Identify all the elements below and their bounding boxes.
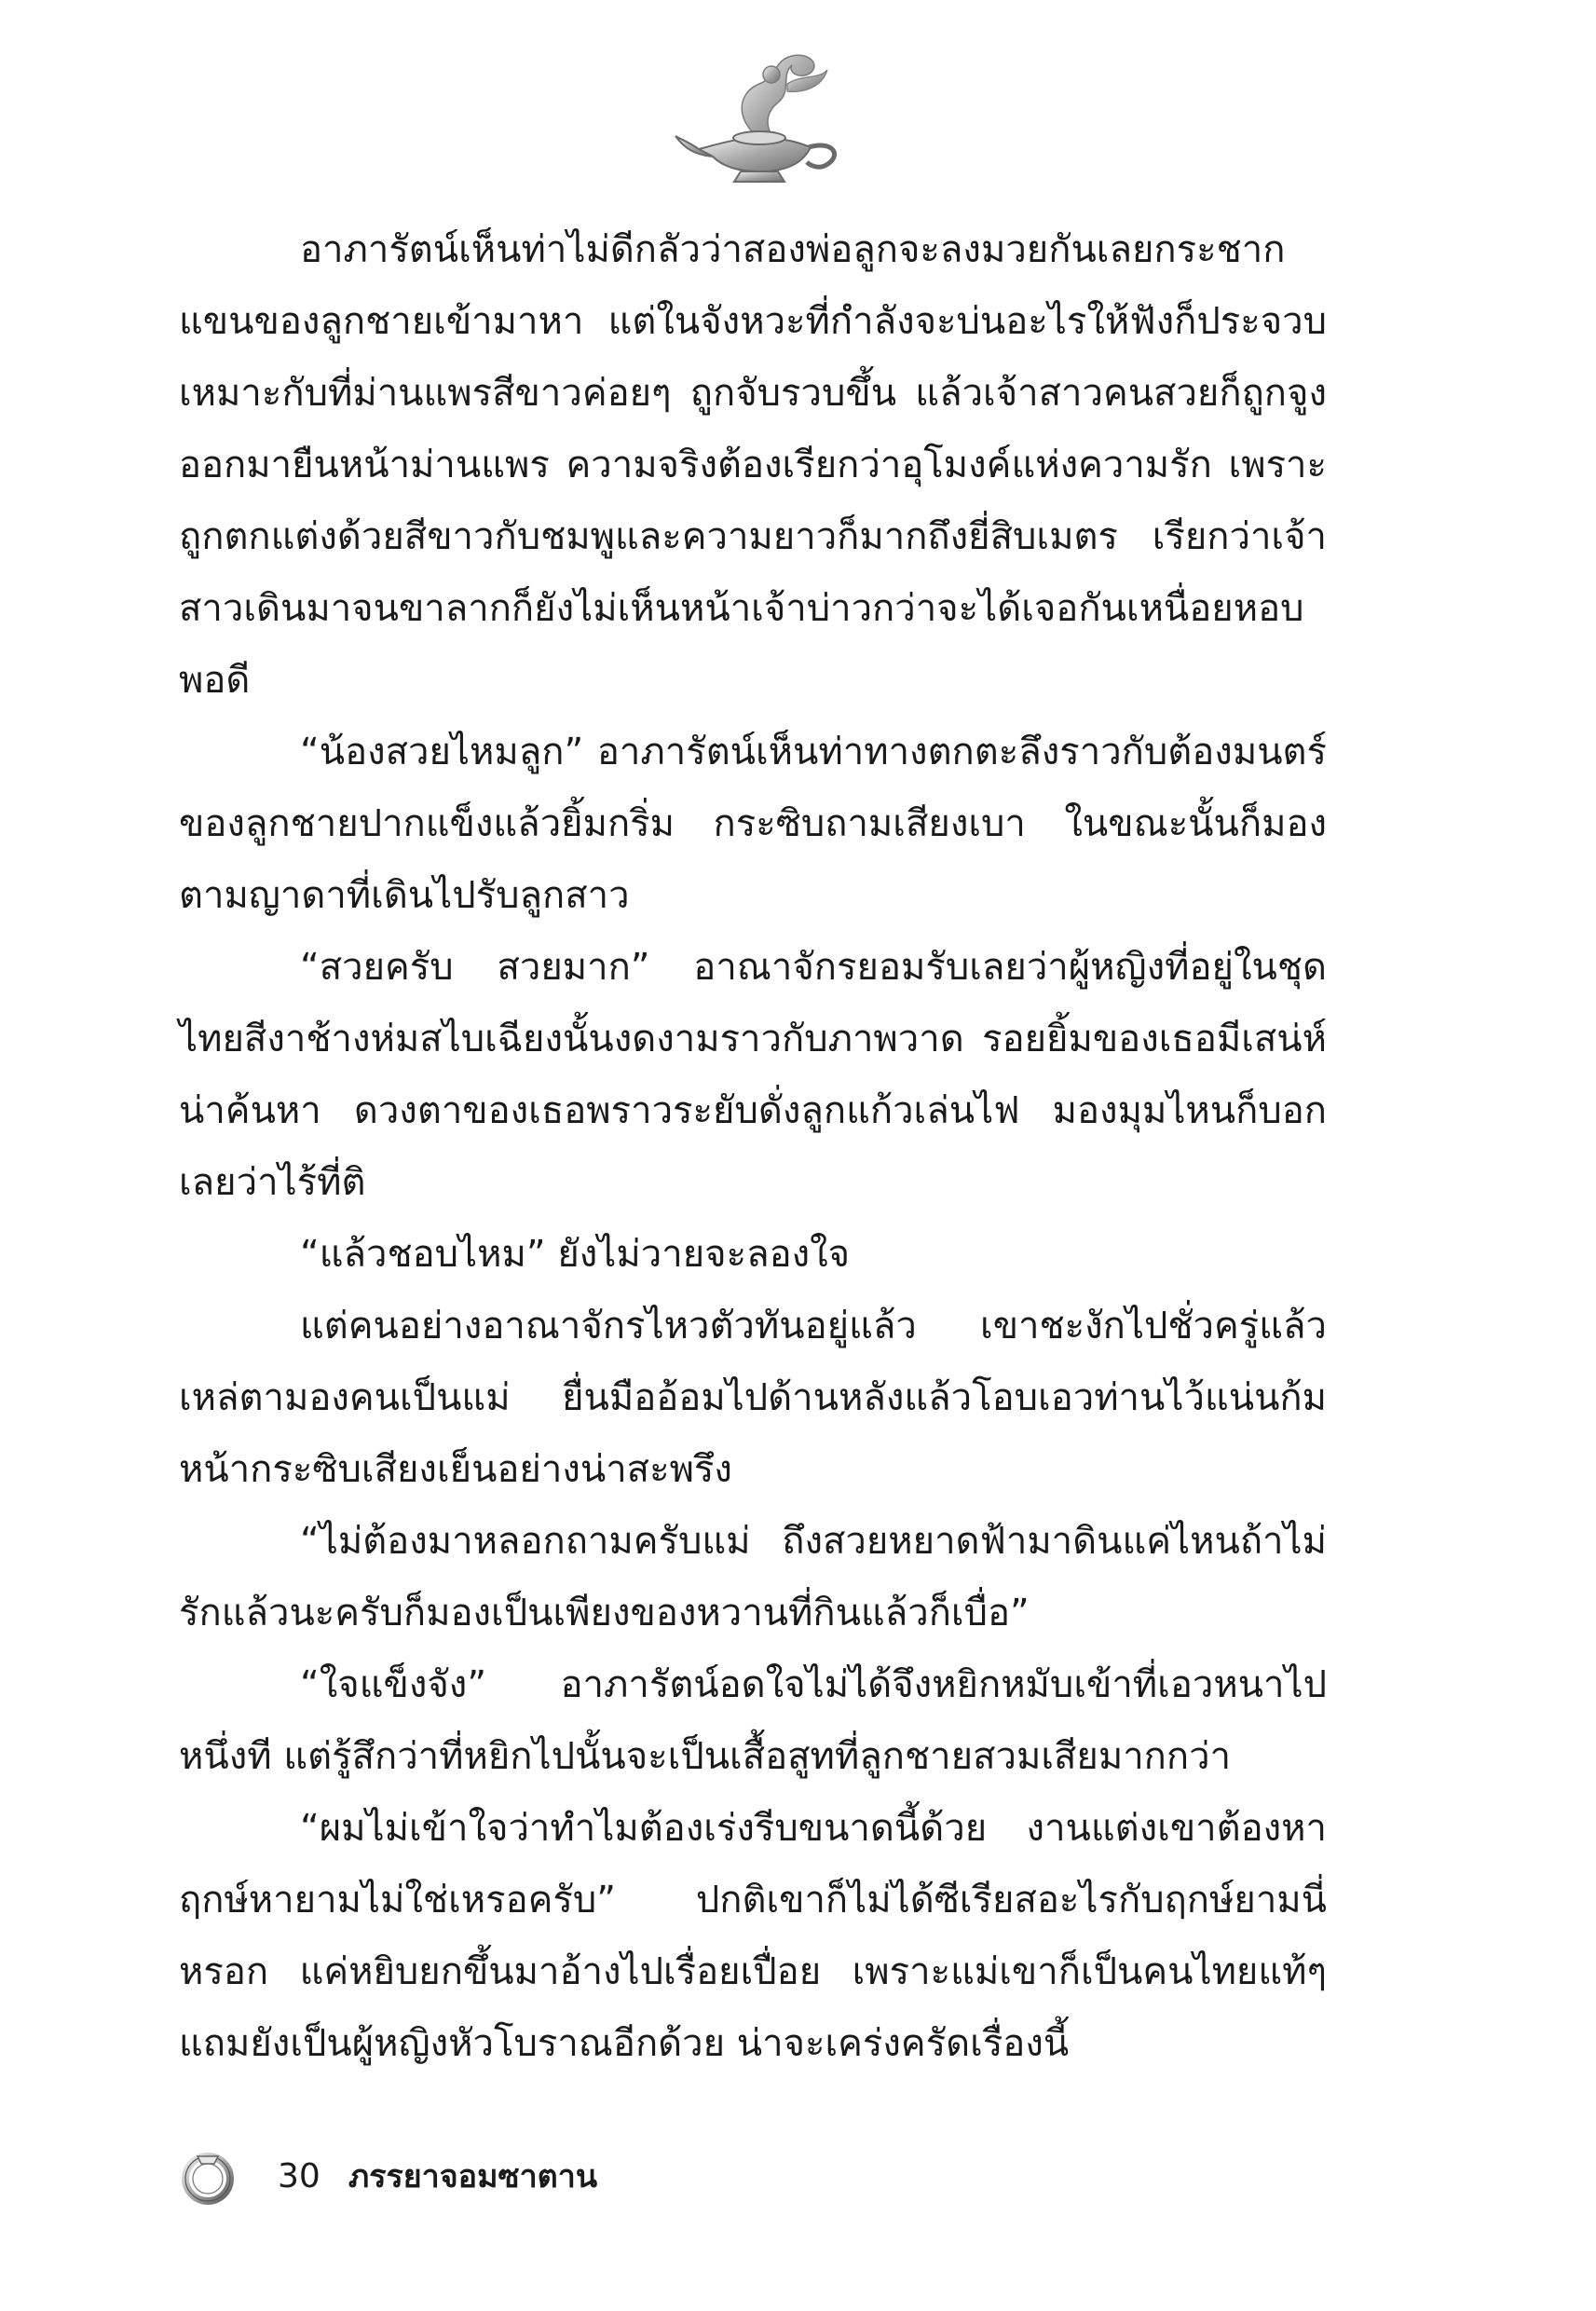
page-number: 30 [278,2156,321,2195]
paragraph-6: “ไม่ต้องมาหลอกถามครับแม่ ถึงสวยหยาดฟ้ามาดินแค่ไหนถ้าไม่รักแล้วนะครับก็มองเป็นเพียงของหวานที่กินแล้วก็เบื่อ” [179,1520,1327,1634]
genie-lamp-icon [671,47,857,186]
ring-icon [179,2147,237,2205]
paragraph-7: “ใจแข็งจัง” อาภารัตน์อดใจไม่ได้จึงหยิกหมับเข้าที่เอวหนาไปหนึ่งที แต่รู้สึกว่าที่หยิกไปนั้นจะเป็นเสื้อสูทที่ลูกชายสวมเสียมากกว่า [179,1663,1327,1778]
paragraph-1: อาภารัตน์เห็นท่าไม่ดีกลัวว่าสองพ่อลูกจะลงมวยกันเลยกระชากแขนของลูกชายเข้ามาหา แต่ในจังหวะที่กำลังจะบ่นอะไรให้ฟังก็ประจวบเหมาะกับที่ม่านแพรสีขาวค่อยๆ ถูกจับรวบขึ้น แล้วเจ้าสาวคนสวยก็ถูกจูงออกมายืนหน้าม่านแพร ความจริงต้องเรียกว่าอุโมงค์แห่งความรัก เพราะถูกตกแต่งด้วยสีขาวกับชมพูและความยาวก็มากถึงยี่สิบเมตร เรียกว่าเจ้าสาวเดินมาจนขาลากก็ยังไม่เห็นหน้าเจ้าบ่าวกว่าจะได้เจอกันเหนื่อยหอบพอดี [179,228,1327,702]
page-footer [179,2143,597,2208]
paragraph-3: “สวยครับ สวยมาก” อาณาจักรยอมรับเลยว่าผู้หญิงที่อยู่ในชุดไทยสีงาช้างห่มสไบเฉียงนั้นงดงามราวกับภาพวาด รอยยิ้มของเธอมีเสน่ห์น่าค้นหา ดวงตาของเธอพราวระยับดั่งลูกแก้วเล่นไฟ มองมุมไหนก็บอกเลยว่าไร้ที่ติ [179,946,1327,1204]
text-body [179,214,1327,2080]
paragraph-8: “ผมไม่เข้าใจว่าทำไมต้องเร่งรีบขนาดนี้ด้วย งานแต่งเขาต้องหาฤกษ์หายามไม่ใช่เหรอครับ” ปกติเขาก็ไม่ได้ซีเรียสอะไรกับฤกษ์ยามนี่หรอก แค่หยิบยกขึ้นมาอ้างไปเรื่อยเปื่อย เพราะแม่เขาก็เป็นคนไทยแท้ๆ แถมยังเป็นผู้หญิงหัวโบราณอีกด้วย น่าจะเคร่งครัดเรื่องนี้ [179,1807,1327,2065]
paragraph-5: แต่คนอย่างอาณาจักรไหวตัวทันอยู่แล้ว เขาชะงักไปชั่วครู่แล้วเหล่ตามองคนเป็นแม่ ยื่นมืออ้อมไปด้านหลังแล้วโอบเอวท่านไว้แน่นก้มหน้ากระซิบเสียงเย็นอย่างน่าสะพรึง [179,1305,1327,1491]
book-title: ภรรยาจอมซาตาน [348,2158,598,2195]
paragraph-2: “น้องสวยไหมลูก” อาภารัตน์เห็นท่าทางตกตะลึงราวกับต้องมนตร์ของลูกชายปากแข็งแล้วยิ้มกริ่ม กระซิบถามเสียงเบา ในขณะนั้นก็มองตามญาดาที่เดินไปรับลูกสาว [179,731,1327,917]
paragraph-4: “แล้วชอบไหม” ยังไม่วายจะลองใจ [300,1233,851,1276]
